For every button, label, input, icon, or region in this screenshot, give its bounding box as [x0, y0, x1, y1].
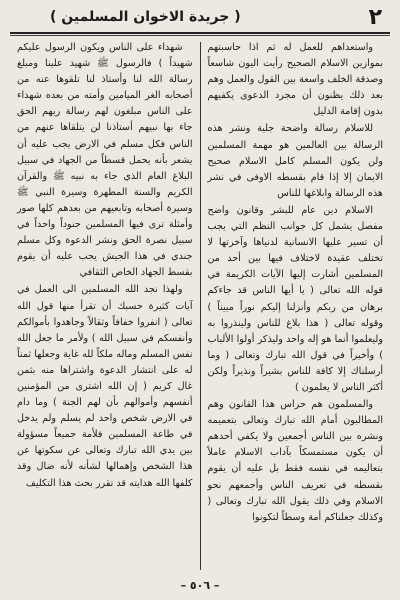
- header-rule: [10, 32, 390, 34]
- right-column: [201, 40, 391, 572]
- paragraph: ولهذا نجد الله المسلمين الى العمل في آيات كثيرة حسبك أن تقرأ منها قول الله تعالى ( انفروا خفافاً وثقالاً وجاهدوا بأموالكم وأنفسكم في سبيل الله ) ولأمر ما جعل الله نفس المسلم وماله ملكاً لله غاية وجعلها ثمناً له على انتشار الدعوة واشتراها منه بثمن غال كريم ( إن الله اشترى من المؤمنين أنفسهم وأموالهم بأن لهم الجنة ) وما دام في الارض شخص واحد لم يسلم ولم يدخل في طاعة المسلمين فلأمة جميعاً مسؤولة بين يدي الله تبارك وتعالى عن سكوتها عن هذا الشخص وإهمالها لشأنه لأنه ضال وقد كلفها الله هدايته قد تقرر بحث هذا التكليف: [17, 284, 193, 489]
- paragraph: شهداء على الناس ويكون الرسول عليكم شهيداً ) فالرسول ﷺ شهيد علينا ومبلغ رسالة الله لنا وأستاذ لنا تلقوها عنه من أصحابه الغر الميامين وأمته من بعده شهداء على الناس مبلغون لهم رسالة ربهم الحق جاء بها نبيهم أستاذنا لن يتلقاها عنهم من الناس فكل مسلم في الارض يجب عليه أن يشعر بأنه يحمل قسطاً من الجهاد في سبيل البلاغ العام الذي جاء به نبيه ﷺ والقرآن الكريم والسنة المطهرة وسيرة النبي ﷺ وسيرة أصحابه وتابعيهم من بعدهم كلها صور وأمثلة ترى فيها المسلمين جنوداً واحداً في سبيل نصرة الحق ونشر الدعوة وكل مسلم جندي في هذا الجيش يجب عليه أن يقوم بقسط الجهاد الخاص الثقافي: [17, 42, 193, 279]
- left-column: [10, 40, 200, 572]
- column-divider: [200, 42, 201, 570]
- article-columns: [10, 40, 390, 572]
- page-header: [10, 4, 390, 30]
- paragraph: للاسلام رسالة واضحة جلية ونشر هذه الرسالة بين العالمين هو مهمة المسلمين ولن يكون المسلم كامل الاسلام صحيح الايمان إلا إذا قام بقسطه الاوفى في نشر هذه الرسالة وابلاغها للناس: [207, 123, 383, 199]
- journal-title: ( جريدة الاخوان المسلمين ): [50, 9, 241, 25]
- page-number: ٢: [368, 4, 382, 30]
- paragraph: والمسلمون هم حراس هذا القانون وهم المطالبون أمام الله تبارك وتعالى بتعميمه ونشره بين الناس أجمعين ولا يكفي أحدهم أن يكون مستمسكاً بآداب الاسلام عاملاً بتعاليمه في نفسه فقط بل عليه أن يقوم بقسطه في تعريف الناس وأجمعهم نحو الاسلام وفي ذلك يقول الله تبارك وتعالى ( وكذلك جعلناكم أمة وسطاً لتكونوا: [207, 399, 383, 523]
- header-rule-thin: [10, 35, 390, 36]
- paragraph: واستعداهم للعمل له ثم اذا حاسبتهم بموازين الاسلام الصحيح رأيت اليون شاسعاً وصدقة الخلف واسعة بين القول والعمل وهم بعد ذلك يظنون أن مجرد الدعوى يكفيهم بدون إقامة الدليل: [207, 42, 383, 118]
- page-footer: – ٥٠٦ –: [180, 579, 220, 592]
- paragraph: الاسلام دين عام للبشر وقانون واضح مفصل يشمل كل جوانب النظم التي يجب أن تسير عليها الانسانية لدنياها وآخرتها لا تختلف عقيدة لاختلاف فيها بين أحد من المسلمين أشارت إليها الآيات الكريمة في قوله الله تعالى ( يا أيها الناس قد جاءكم برهان من ربكم وأنزلنا إليكم نوراً مبيناً ) وقوله تعالى ( هذا بلاغ للناس ولينذروا به وليعلموا أنما هو إله واحد وليذكر أولوا الألباب ) وأخيراً في قول الله تبارك وتعالى ( وما أرسلناك إلا كافة للناس بشيراً ونذيراً ولكن أكثر الناس لا يعلمون ): [207, 204, 383, 393]
